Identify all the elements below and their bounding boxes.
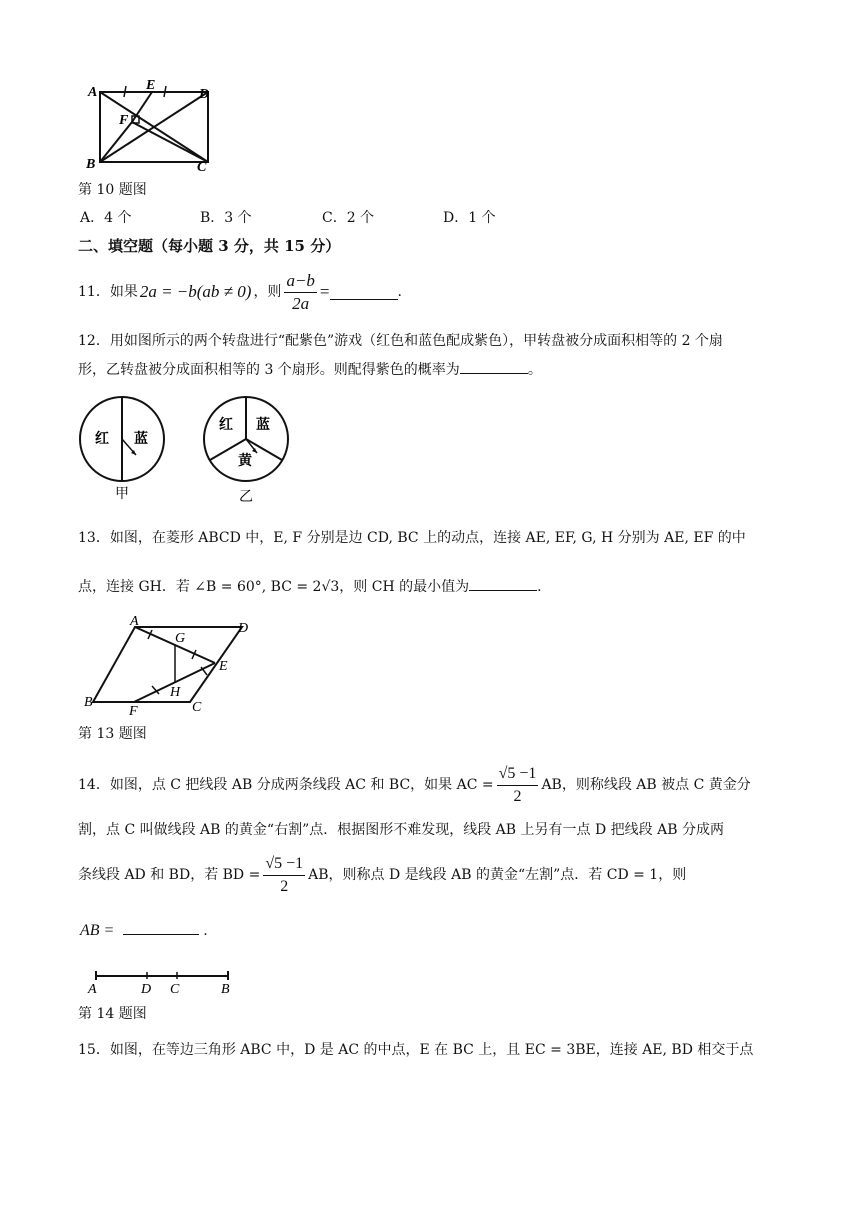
q14-fraction-2-numerator: √5 −1 — [263, 853, 305, 876]
q14-line-3-text-b: AB，则称点 D 是线段 AB 的黄金“左割”点．若 CD = 1，则 — [308, 867, 687, 883]
label-g: G — [175, 631, 186, 646]
q12-spinners-figure — [76, 394, 296, 508]
label-b: B — [84, 695, 93, 710]
spinner-yi-caption: 乙 — [239, 490, 253, 505]
q11-fraction-numerator: a−b — [284, 270, 316, 293]
q14-fraction-2-denominator: 2 — [280, 877, 289, 895]
spinner-yi-yellow-label: 黄 — [238, 454, 252, 469]
q13-line-2-text: 点，连接 GH．若 ∠B = 60°, BC = 2√3，则 CH 的最小值为 — [78, 579, 470, 595]
q14-line-1-text-a: 14．如图，点 C 把线段 AB 分成两条线段 AC 和 BC，如果 AC = — [78, 777, 494, 793]
q14-fraction-1-denominator: 2 — [513, 787, 522, 805]
label-b: B — [221, 982, 230, 997]
q10-option-c: C．2 个 — [322, 210, 375, 226]
spinner-jia — [80, 397, 164, 502]
q10-caption: 第 10 题图 — [78, 182, 147, 198]
q12-end: 。 — [527, 362, 542, 378]
q14-caption: 第 14 题图 — [78, 1006, 147, 1022]
label-a: A — [88, 982, 97, 997]
q14-line-4-text: AB = — [80, 922, 115, 939]
q13-line-1: 13．如图，在菱形 ABCD 中，E, F 分别是边 CD, BC 上的动点，连接 AE, EF, G, H 分别为 AE, EF 的中 — [78, 530, 746, 546]
q11-fraction-denominator: 2a — [292, 293, 310, 313]
label-b: B — [86, 157, 96, 172]
label-e: E — [146, 78, 156, 93]
q12-answer-blank[interactable] — [460, 359, 528, 374]
label-c: C — [170, 982, 180, 997]
label-c: C — [197, 160, 207, 175]
q14-end: . — [203, 923, 208, 939]
label-c: C — [192, 700, 202, 715]
question-11 — [78, 264, 402, 320]
segment-fc — [132, 122, 208, 162]
q14-line-1-text-b: AB，则称线段 AB 被点 C 黄金分 — [541, 777, 751, 793]
q14-line-3-text-a: 条线段 AD 和 BD，若 BD = — [78, 867, 261, 883]
q14-fraction-1 — [497, 763, 539, 808]
q10-option-b: B．3 个 — [200, 210, 252, 226]
section2-heading: 二、填空题（每小题 3 分，共 15 分） — [78, 237, 341, 255]
spinner-jia-caption: 甲 — [115, 487, 129, 502]
spinner-jia-blue-label: 蓝 — [134, 432, 148, 447]
label-d: D — [238, 621, 249, 636]
spinner-yi-red-label: 红 — [219, 418, 233, 433]
q12-line-2 — [78, 359, 542, 380]
q14-line-1 — [78, 760, 751, 810]
q14-line-2: 割，点 C 叫做线段 AB 的黄金“右割”点．根据图形不难发现，线段 AB 上另有一点 D 把线段 AB 分成两 — [78, 822, 724, 838]
q11-fraction — [284, 270, 316, 315]
label-a: A — [130, 614, 139, 629]
q11-equals: = — [319, 282, 330, 301]
segment-ef — [132, 92, 152, 122]
q10-figure — [86, 72, 226, 176]
q13-line-2 — [78, 576, 542, 597]
label-f: F — [119, 113, 129, 128]
label-h: H — [170, 685, 181, 700]
q11-end: . — [397, 284, 402, 300]
q13-answer-blank[interactable] — [469, 576, 537, 591]
q10-option-d: D．1 个 — [443, 210, 496, 226]
q10-option-a: A．4 个 — [80, 210, 132, 226]
q11-text-1: 如果 — [109, 284, 138, 300]
label-f: F — [129, 704, 138, 718]
q14-line-3 — [78, 850, 686, 900]
q12-line-1: 12．用如图所示的两个转盘进行“配紫色”游戏（红色和蓝色配成紫色），甲转盘被分成面积相等的 2 个扇 — [78, 333, 723, 349]
q11-number: 11． — [78, 284, 110, 300]
q11-text-2: ，则 — [253, 284, 282, 300]
q11-condition: 2a = −b(ab ≠ 0) — [139, 282, 252, 301]
spinner-jia-red-label: 红 — [95, 432, 109, 447]
label-d: D — [199, 87, 210, 102]
q14-line-4 — [80, 920, 208, 941]
spinner-yi-blue-label: 蓝 — [256, 418, 270, 433]
q13-figure — [80, 612, 260, 718]
q13-end: . — [537, 579, 542, 595]
q13-caption: 第 13 题图 — [78, 726, 147, 742]
q14-fraction-2 — [263, 853, 305, 898]
label-a: A — [88, 85, 98, 100]
spinner-yi — [204, 397, 288, 505]
q14-fraction-1-numerator: √5 −1 — [497, 763, 539, 786]
q15-line-1: 15．如图，在等边三角形 ABC 中，D 是 AC 的中点，E 在 BC 上，且 EC = 3BE，连接 AE, BD 相交于点 — [78, 1042, 754, 1058]
q12-line-2-text: 形，乙转盘被分成面积相等的 3 个扇形。则配得紫色的概率为 — [78, 362, 460, 378]
label-e: E — [219, 659, 228, 674]
q11-answer-blank[interactable] — [330, 285, 398, 300]
segment-fb — [100, 122, 132, 162]
label-d: D — [141, 982, 152, 997]
q14-answer-blank[interactable] — [123, 920, 199, 935]
q14-figure — [84, 966, 244, 1000]
